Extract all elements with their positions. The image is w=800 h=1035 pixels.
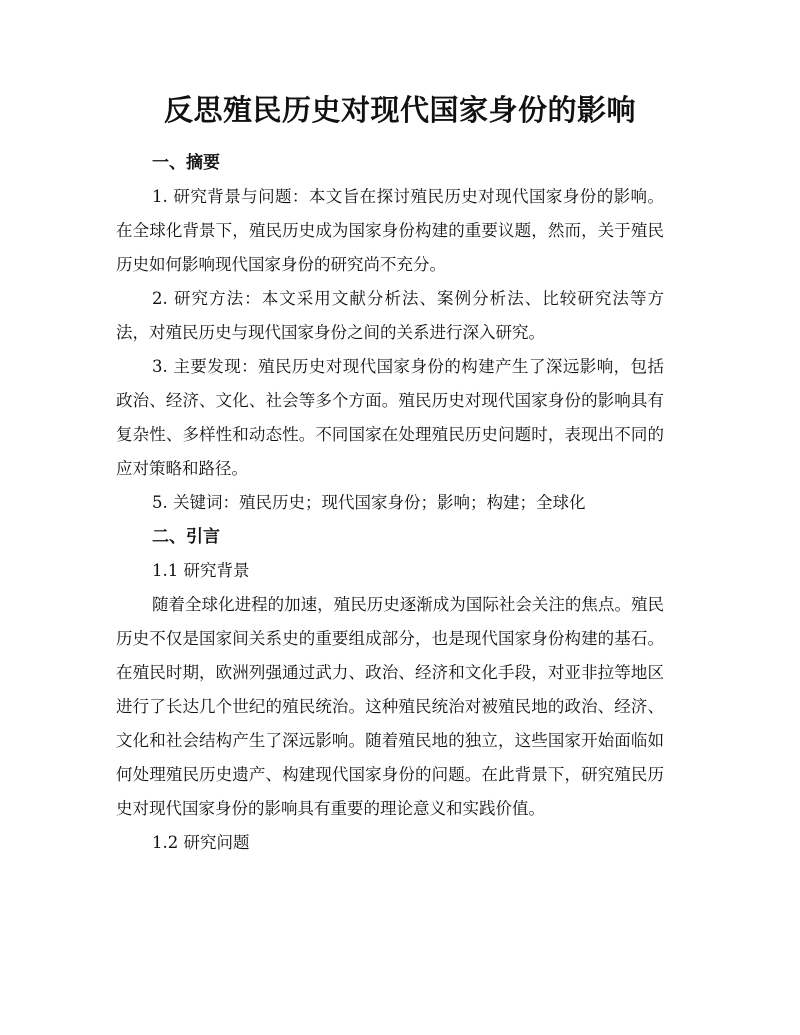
section-1-1-heading: 1.1 研究背景 [152, 561, 250, 580]
page-title: 反思殖民历史对现代国家身份的影响 [163, 93, 636, 127]
section-1-1-paragraph: 随着全球化进程的加速，殖民历史逐渐成为国际社会关注的焦点。殖民历史不仅是国家间关系史的重要组成部分，也是现代国家身份构建的基石。在殖民时期，欧洲列强通过武力、政治、经济和文化手段，对亚非拉等地区进行了长达几个世纪的殖民统治。这种殖民统治对被殖民地的政治、经济、文化和社会结构产生了深远影响。随着殖民地的独立，这些国家开始面临如何处理殖民历史遗产、构建现代国家身份的问题。在此背景下，研究殖民历史对现代国家身份的影响具有重要的理论意义和实践价值。 [116, 595, 664, 818]
abstract-heading: 一、摘要 [152, 153, 220, 173]
abstract-item-background: 1. 研究背景与问题：本文旨在探讨殖民历史对现代国家身份的影响。在全球化背景下，殖民历史成为国家身份构建的重要议题，然而，关于殖民历史如何影响现代国家身份的研究尚不充分。 [116, 187, 664, 274]
intro-heading: 二、引言 [152, 527, 220, 547]
abstract-item-keywords: 5. 关键词：殖民历史；现代国家身份；影响；构建；全球化 [152, 493, 586, 512]
section-1-2-heading: 1.2 研究问题 [152, 833, 250, 852]
document-body [116, 146, 664, 860]
abstract-item-findings: 3. 主要发现：殖民历史对现代国家身份的构建产生了深远影响，包括政治、经济、文化、社会等多个方面。殖民历史对现代国家身份的影响具有复杂性、多样性和动态性。不同国家在处理殖民历史问题时，表现出不同的应对策略和路径。 [116, 357, 664, 478]
abstract-item-method: 2. 研究方法：本文采用文献分析法、案例分析法、比较研究法等方法，对殖民历史与现代国家身份之间的关系进行深入研究。 [116, 289, 664, 342]
